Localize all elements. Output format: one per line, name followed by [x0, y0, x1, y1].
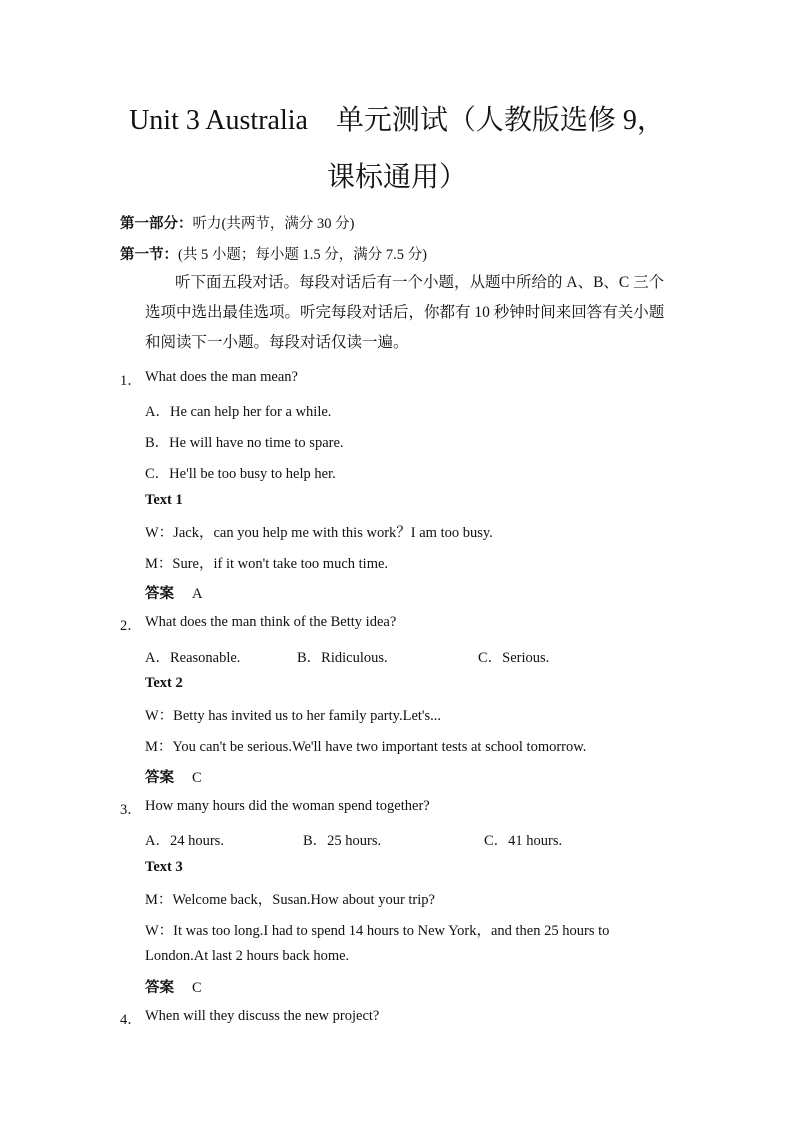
question-2-option-b: B．Ridiculous.: [297, 650, 388, 666]
question-3-option-b: B．25 hours.: [303, 833, 382, 849]
text-3-line-2: W：It was too long.I had to spend 14 hours to New York，and then 25 hours to: [145, 923, 610, 939]
answer-label: 答案: [145, 980, 174, 996]
question-3-text: How many hours did the woman spend together?: [145, 798, 430, 814]
answer-label: 答案: [145, 770, 174, 786]
question-4-text: When will they discuss the new project?: [145, 1008, 380, 1024]
question-1-option-c: C．He'll be too busy to help her.: [145, 466, 336, 482]
section-label: 第一节：: [120, 247, 178, 263]
answer-value: C: [192, 980, 202, 996]
instructions-text: 听下面五段对话。每段对话后有一个小题，从题中所给的 A、B、C 三个选项中选出最佳选项。听完每段对话后，你都有 10 秒钟时间来回答有关小题和阅读下一小题。每段对话仅读一遍。: [145, 274, 665, 351]
text-2-line-1: W：Betty has invited us to her family party.Let's...: [145, 708, 442, 724]
answer-2: [145, 766, 202, 787]
section-text: (共 5 小题；每小题 1.5 分，满分 7.5 分): [178, 247, 427, 263]
question-3-number: 3．: [120, 802, 142, 818]
part-label: 第一部分：: [120, 216, 193, 232]
question-2-option-c: C．Serious.: [478, 650, 550, 666]
answer-label: 答案: [145, 586, 174, 602]
text-2-label: Text 2: [145, 675, 183, 691]
part-heading: [120, 212, 354, 233]
part-text: 听力(共两节，满分 30 分): [192, 216, 355, 232]
instructions-paragraph: [145, 268, 675, 358]
question-4-number: 4．: [120, 1012, 142, 1028]
answer-1: [145, 582, 202, 603]
text-3-line-1: M：Welcome back，Susan.How about your trip?: [145, 892, 435, 908]
text-1-line-1: W：Jack，can you help me with this work？I am too busy.: [145, 525, 493, 541]
question-3-option-a: A．24 hours.: [145, 833, 224, 849]
question-2-text: What does the man think of the Betty idea?: [145, 614, 397, 630]
text-2-line-2: M：You can't be serious.We'll have two important tests at school tomorrow.: [145, 739, 587, 755]
question-2-number: 2．: [120, 618, 142, 634]
text-1-label: Text 1: [145, 492, 183, 508]
section-heading: [120, 243, 427, 264]
question-2-option-a: A．Reasonable.: [145, 650, 241, 666]
question-1-number: 1．: [120, 373, 142, 389]
answer-value: C: [192, 770, 202, 786]
question-3-option-c: C．41 hours.: [484, 833, 563, 849]
text-3-label: Text 3: [145, 859, 183, 875]
document-title-line-2: 课标通用）: [326, 162, 467, 193]
text-1-line-2: M：Sure，if it won't take too much time.: [145, 556, 389, 572]
answer-value: A: [192, 586, 203, 602]
question-1-text: What does the man mean?: [145, 369, 298, 385]
document-title-line-1: Unit 3 Australia 单元测试（人教版选修 9，: [129, 105, 665, 136]
question-1-option-a: A．He can help her for a while.: [145, 404, 332, 420]
question-1-option-b: B．He will have no time to spare.: [145, 435, 344, 451]
text-3-line-3: London.At last 2 hours back home.: [145, 948, 350, 964]
answer-3: [145, 976, 202, 997]
